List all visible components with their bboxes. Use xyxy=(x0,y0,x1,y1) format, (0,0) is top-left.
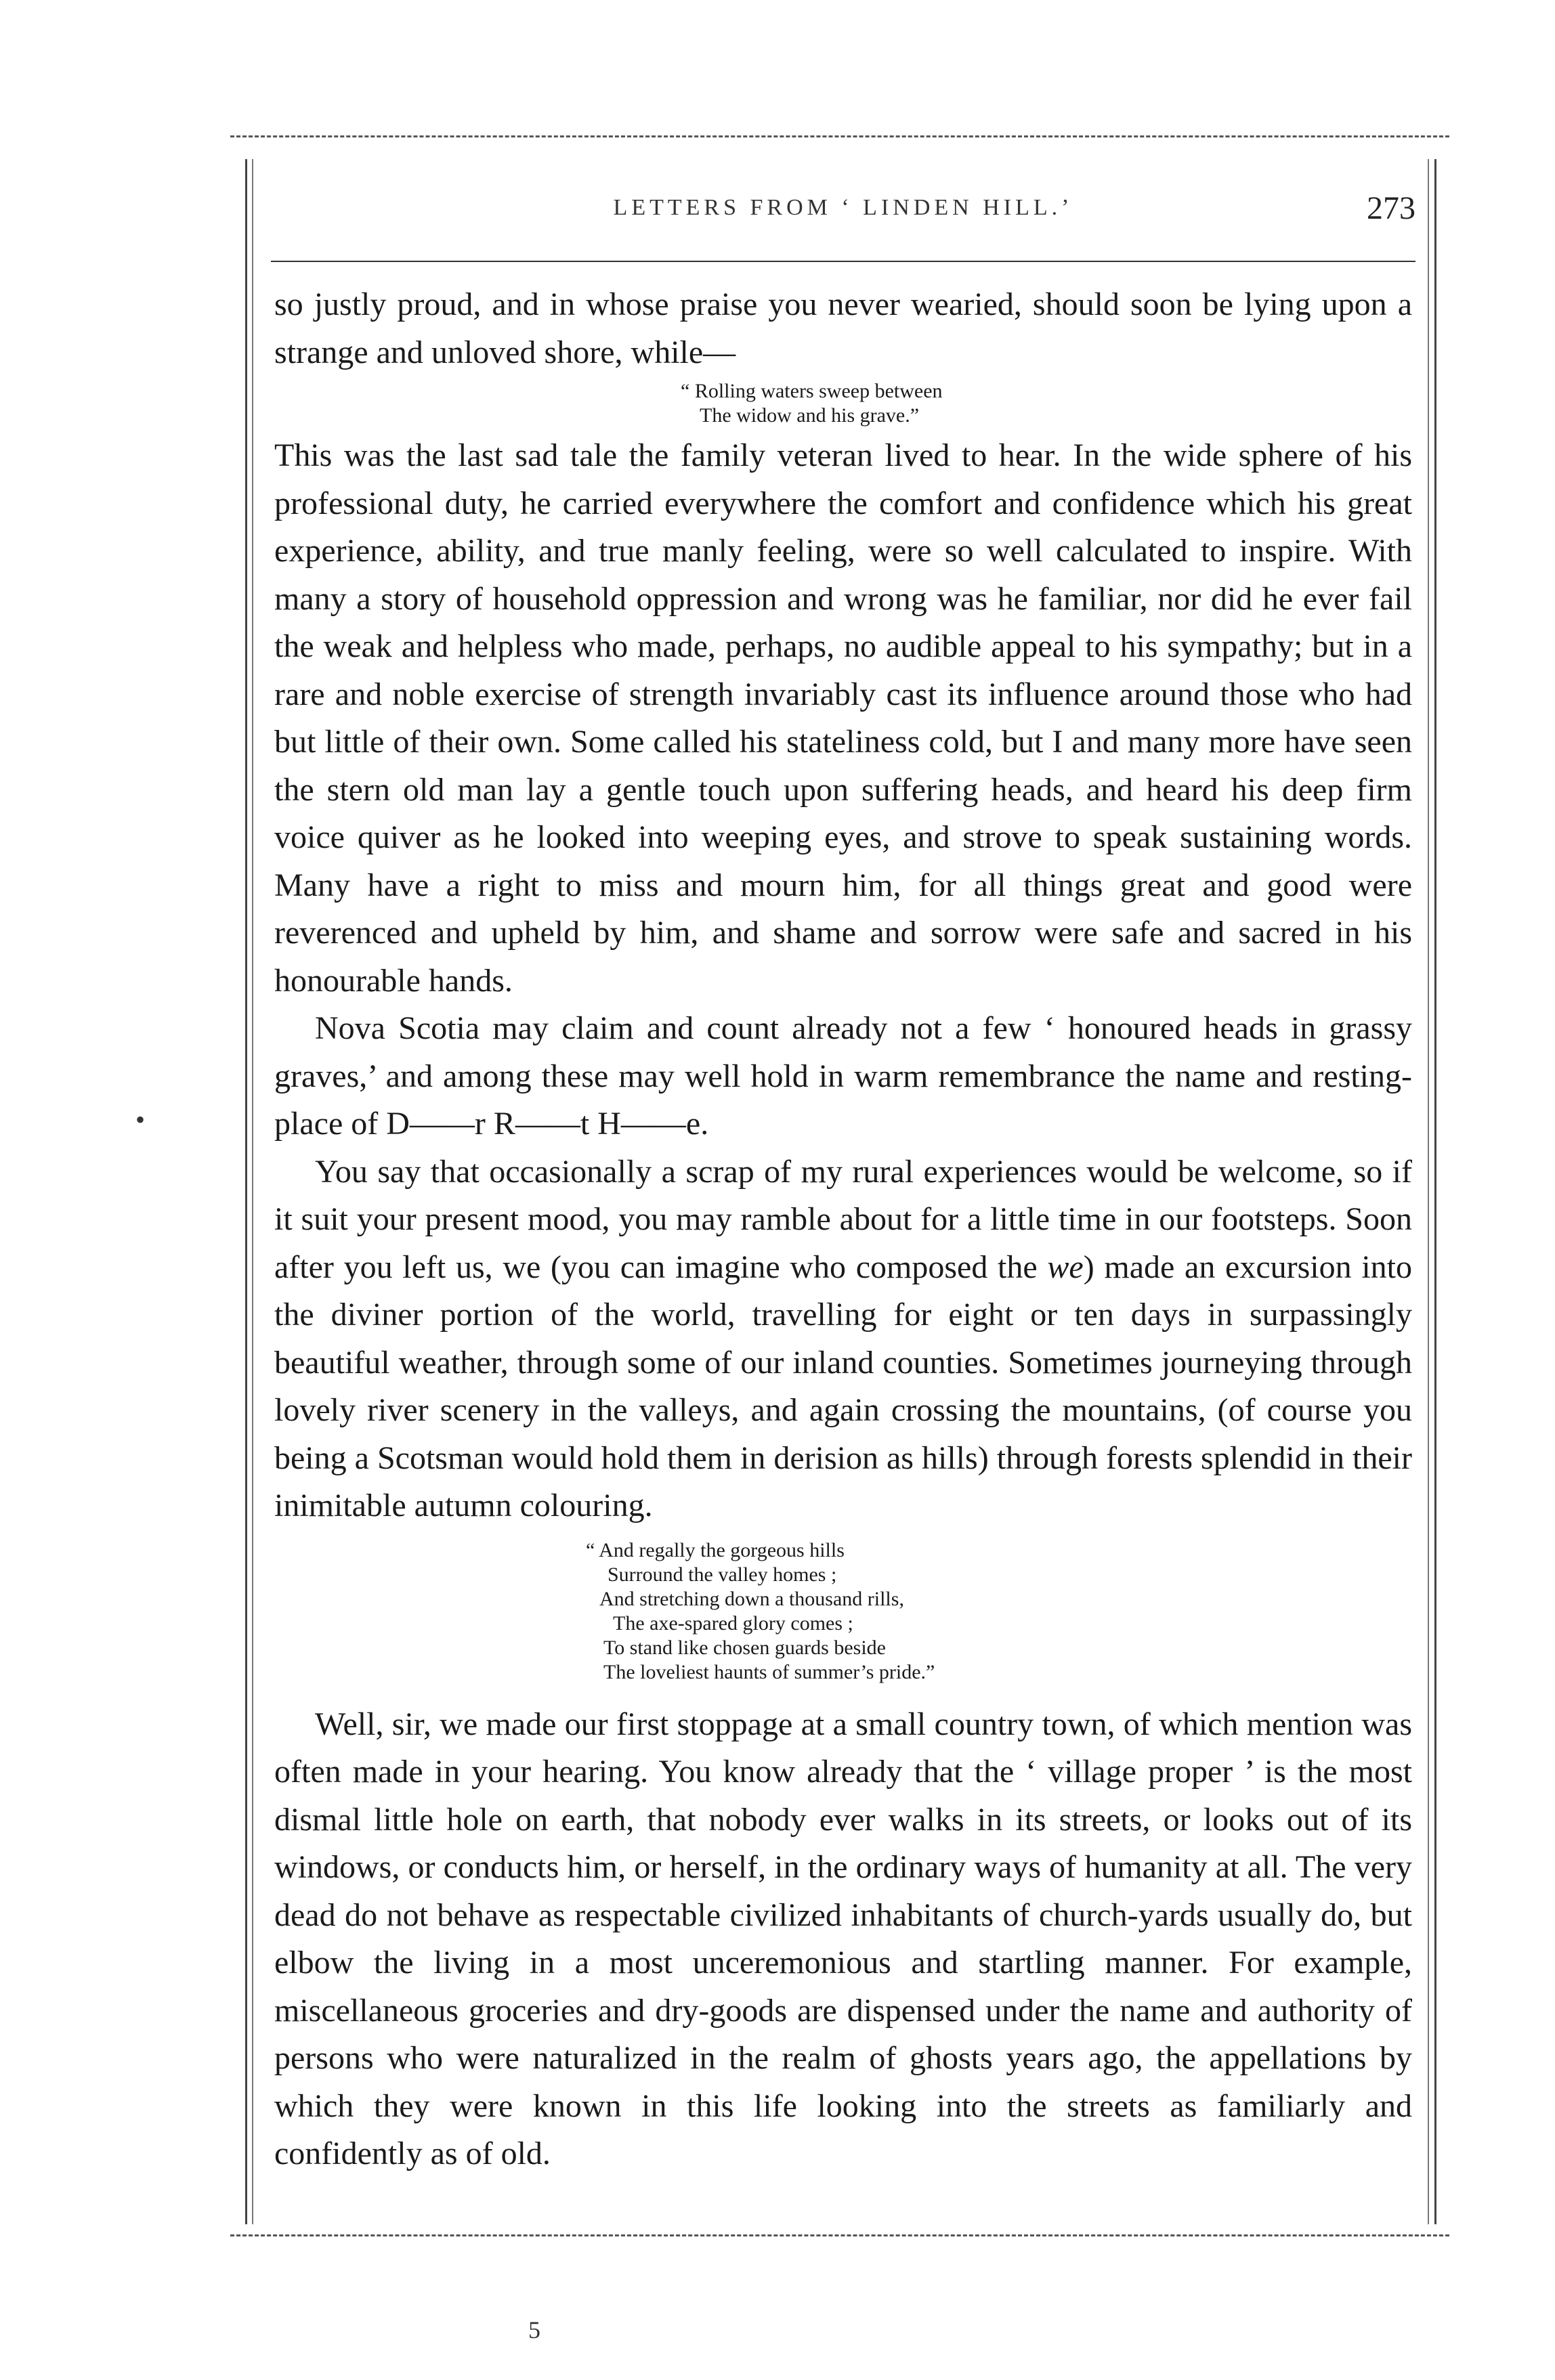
paragraph-continued: so justly proud, and in whose praise you never wearied, should soon be lying upon a strange and unloved shore, while— xyxy=(274,286,1412,370)
page-number: 273 xyxy=(1367,190,1415,226)
paragraph-excursion xyxy=(274,1148,1412,1530)
verse-line: “ And regally the gorgeous hills xyxy=(586,1538,845,1561)
header-rule xyxy=(271,261,1415,262)
verse-line: And stretching down a thousand rills, xyxy=(599,1587,904,1610)
paragraph-veteran: This was the last sad tale the family veteran lived to hear. In the wide sphere of his professional duty, he carried everywhere the comfort and confidence which his great experience, ability, and true manly feeling, were so well calculated to inspire. With many a story of household oppression and wrong was he familiar, nor did he ever fail the weak and helpless who made, perhaps, no audible appeal to his sympathy; but in a rare and noble exercise of strength invariably cast its influence around those who had but little of their own. Some called his stateliness cold, but I and many more have seen the stern old man lay a gentle touch upon suffering heads, and heard his deep firm voice quiver as he looked into weeping eyes, and strove to speak sustaining words. Many have a right to miss and mourn him, for all things great and good were reverenced and upheld by him, and shame and sorrow were safe and sacred in his honourable hands. xyxy=(274,437,1412,999)
verse-line: The loveliest haunts of summer’s pride.” xyxy=(603,1660,935,1683)
verse-line: The widow and his grave.” xyxy=(700,404,920,427)
paragraph-country-town: Well, sir, we made our first stoppage at a small country town, of which mention was often made in your hearing. You know already that the ‘ village proper ’ is the most dismal little hole on earth, that nobody ever walks in its streets, or looks out of its windows, or conducts him, or herself, in the ordinary ways of humanity at all. The very dead do not behave as respectable civilized inhabitants of church-yards usually do, but elbow the living in a most unceremonious and startling manner. For example, miscellaneous groceries and dry-goods are dispensed under the name and authority of persons who were naturalized in the realm of ghosts years ago, the appellations by which they were known in this life looking into the streets as familiarly and confidently as of old. xyxy=(274,1706,1412,2171)
verse-line: To stand like chosen guards beside xyxy=(603,1636,886,1659)
verse-line: Surround the valley homes ; xyxy=(608,1563,837,1586)
page-body xyxy=(274,281,1412,2178)
margin-mark: • xyxy=(135,1104,146,1135)
text-run: ) made an excursion into the diviner portion of the world, travelling for eight or ten days in surpassingly beautiful weather, through some of our inland counties. Sometimes journeying through lovely river scenery in the valleys, and again crossing the mountains, (of course you being a Scotsman would hold them in derision as hills) through forests splendid in their inimitable autumn colouring. xyxy=(274,1249,1412,1523)
left-border-rule xyxy=(245,159,247,2224)
right-border-rule xyxy=(1434,159,1436,2224)
page-header xyxy=(271,190,1415,244)
verse-quote-1 xyxy=(274,379,1412,428)
emphasis-text: we xyxy=(1047,1249,1084,1285)
text-run: You say that occasionally a scrap of my rural experiences would be welcome, so if it suit your present mood, you may ramble about for a little time in our footsteps. Soon after you left us, we (you can imagine who composed the xyxy=(274,1153,1412,1285)
left-border-rule-inner xyxy=(252,159,253,2224)
verse-line: The axe-spared glory comes ; xyxy=(613,1611,853,1635)
signature-mark: 5 xyxy=(528,2316,540,2343)
right-border-rule-inner xyxy=(1428,159,1429,2224)
verse-quote-2 xyxy=(274,1538,1412,1685)
verse-line: “ Rolling waters sweep between xyxy=(681,380,943,402)
bottom-border-rule xyxy=(230,2234,1449,2236)
running-title: LETTERS FROM ‘ LINDEN HILL.’ xyxy=(613,195,1073,220)
paragraph-nova-scotia: Nova Scotia may claim and count already not a few ‘ honoured heads in grassy graves,’ and among these may well hold in warm remembrance the name and resting-place of D——r R——t H——e. xyxy=(274,1010,1412,1142)
top-border-rule xyxy=(230,135,1449,137)
